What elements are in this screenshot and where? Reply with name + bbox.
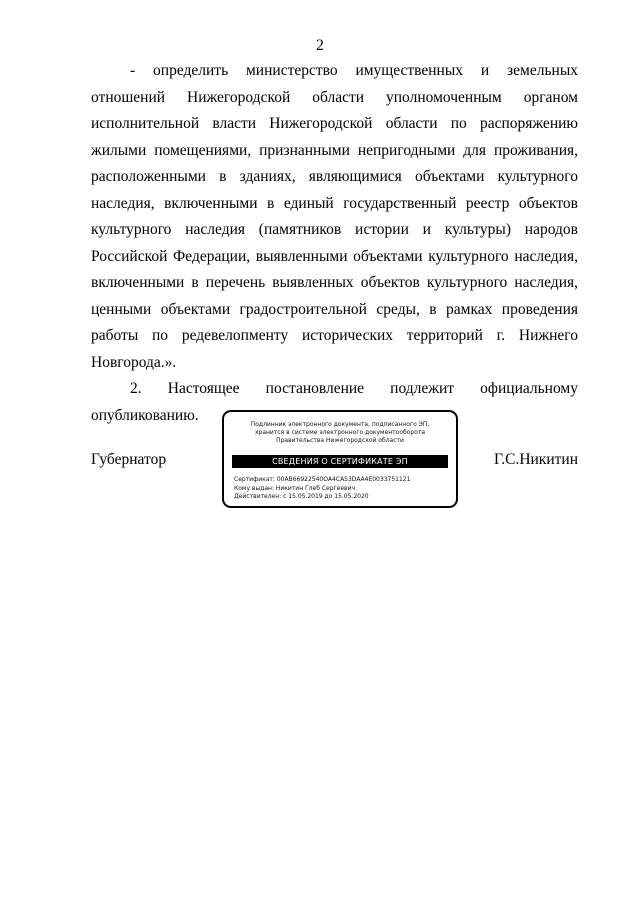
paragraph-designation: - определить министерство имущественных и земельных отношений Нижегородской области уполномоченным органом исполнительной власти Нижегородской области по распоряжению жилыми помещениями, признанными непригодными для проживания, расположенными в зданиях, являющимися объектами культурного наследия, включенными в единый государственный реестр объектов культурного наследия (памятников истории и культуры) народов Российской Федерации, выявленными объектами культурного наследия, включенными в перечень выявленных объектов культурного наследия, ценными объектами градостроительной среды, в рамках проведения работы по редевелопменту исторических территорий г. Нижнего Новгорода.». (91, 62, 578, 371)
stamp-header-line: Подлинник электронного документа, подписанного ЭП, (250, 421, 430, 428)
certificate-number: Сертификат: 00AB66922540ОА4СА53DАА4Е0033751121 (234, 476, 411, 483)
certificate-owner: Кому выдан: Никитин Глеб Сергеевич (234, 484, 356, 492)
stamp-header-line: Правительства Нижегородской области (276, 437, 404, 444)
signer-name: Г.С.Никитин (494, 451, 578, 468)
document-body (91, 58, 578, 429)
signature-block (91, 410, 578, 520)
stamp-header (224, 421, 456, 445)
certificate-info-bar: СВЕДЕНИЯ О СЕРТИФИКАТЕ ЭП (232, 455, 448, 468)
certificate-validity: Действителен: с 15.05.2019 до 15.05.2020 (234, 493, 369, 500)
paragraph-publication: 2. Настоящее постановление подлежит официальному опубликованию. (91, 380, 578, 424)
electronic-signature-stamp (222, 410, 458, 508)
certificate-details (234, 476, 410, 502)
page-number: 2 (316, 37, 324, 54)
signer-title: Губернатор (91, 451, 167, 468)
stamp-header-line: хранится в системе электронного документооборота (254, 429, 426, 436)
